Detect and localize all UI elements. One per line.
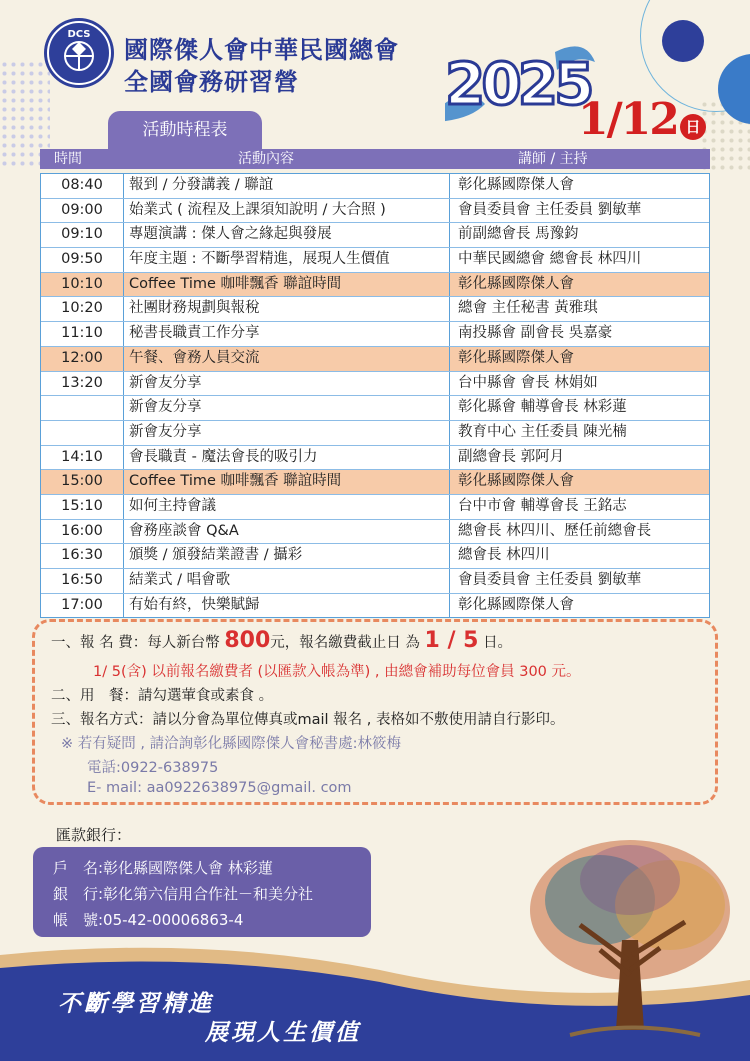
event-name: 全國會務研習營 xyxy=(124,68,299,96)
schedule-tab: 活動時程表 xyxy=(108,111,262,149)
speaker-cell: 副總會長 郭阿月 xyxy=(458,448,565,465)
dcs-logo xyxy=(44,18,114,88)
event-date: 1/12 xyxy=(578,94,678,145)
slogan-2: 展現人生價值 xyxy=(205,1019,361,1046)
speaker-cell: 會員委員會 主任委員 劉敏華 xyxy=(458,201,642,218)
col-time: 時間 xyxy=(54,151,82,167)
fee-mid: 元，報名繳費截止日 為 xyxy=(270,635,420,651)
fee-prefix: 一、報 名 費：每人新台幣 xyxy=(51,635,220,651)
activity-cell: 年度主題 : 不斷學習精進，展現人生價值 xyxy=(125,248,450,272)
speaker-cell: 彰化縣會 輔導會長 林彩蓮 xyxy=(458,399,627,416)
schedule-row xyxy=(41,421,709,446)
time-cell: 09:00 xyxy=(41,199,124,223)
meal-line: 二、用 餐：請勾選葷食或素食 。 xyxy=(51,688,274,704)
schedule-header xyxy=(40,149,710,169)
bank-name: 銀 行:彰化第六信用合作社－和美分社 xyxy=(53,885,314,903)
fee-line xyxy=(51,628,512,653)
schedule-row xyxy=(41,446,709,471)
activity-cell: 會務座談會 Q&A xyxy=(125,520,450,544)
bank-label: 匯款銀行： xyxy=(56,826,132,844)
schedule-row xyxy=(41,273,709,298)
schedule-row xyxy=(41,520,709,545)
col-activity: 活動內容 xyxy=(238,151,294,167)
activity-cell: 秘書長職責工作分享 xyxy=(125,322,450,346)
schedule-row xyxy=(41,174,709,199)
schedule-row xyxy=(41,594,709,618)
speaker-cell: 彰化縣國際傑人會 xyxy=(458,275,574,292)
org-name: 國際傑人會中華民國總會 xyxy=(124,36,399,64)
slogan-1: 不斷學習精進 xyxy=(58,990,214,1017)
subsidy-line: 1/ 5(含) 以前報名繳費者 (以匯款入帳為準) , 由總會補助每位會員 300 元。 xyxy=(93,664,581,680)
schedule-row xyxy=(41,495,709,520)
schedule-row xyxy=(41,544,709,569)
speaker-cell: 彰化縣國際傑人會 xyxy=(458,177,574,193)
time-cell: 10:10 xyxy=(41,273,124,297)
year-text: 2025 xyxy=(445,50,591,118)
time-cell: 17:00 xyxy=(41,594,124,618)
activity-cell: 結業式 / 唱會歌 xyxy=(125,569,450,593)
notice-box xyxy=(32,619,718,805)
activity-cell: 午餐、會務人員交流 xyxy=(125,347,450,371)
time-cell: 08:40 xyxy=(41,174,124,198)
book-tree-icon xyxy=(510,830,750,1050)
svg-text:DCS: DCS xyxy=(67,29,91,40)
activity-cell: 新會友分享 xyxy=(125,396,450,420)
event-day: 日 xyxy=(680,114,706,140)
schedule-row xyxy=(41,396,709,421)
phone-line: 電話:0922-638975 xyxy=(87,760,219,776)
activity-cell: 社團財務規劃與報稅 xyxy=(125,297,450,321)
time-cell: 14:10 xyxy=(41,446,124,470)
schedule-row xyxy=(41,372,709,397)
activity-cell: 會長職責 - 魔法會長的吸引力 xyxy=(125,446,450,470)
time-cell: 16:00 xyxy=(41,520,124,544)
contact-line: ※ 若有疑問 , 請洽詢彰化縣國際傑人會秘書處:林筱梅 xyxy=(61,736,401,752)
bank-box xyxy=(33,847,371,937)
shield-icon xyxy=(44,18,114,88)
schedule-row xyxy=(41,199,709,224)
activity-cell: 新會友分享 xyxy=(125,421,450,445)
speaker-cell: 總會長 林四川 xyxy=(458,547,550,564)
account-number: 帳 號:05-42-00006863-4 xyxy=(53,911,244,929)
schedule-row xyxy=(41,569,709,594)
schedule-row xyxy=(41,223,709,248)
schedule-row xyxy=(41,248,709,273)
activity-cell: 如何主持會議 xyxy=(125,495,450,519)
schedule-row xyxy=(41,322,709,347)
time-cell: 11:10 xyxy=(41,322,124,346)
activity-cell: 始業式 ( 流程及上課須知說明 / 大合照 ) xyxy=(125,199,450,223)
time-cell: 15:00 xyxy=(41,470,124,494)
time-cell: 15:10 xyxy=(41,495,124,519)
time-cell: 10:20 xyxy=(41,297,124,321)
speaker-cell: 彰化縣國際傑人會 xyxy=(458,596,574,613)
speaker-cell: 總會 主任秘書 黃雅琪 xyxy=(458,300,598,317)
speaker-cell: 南投縣會 副會長 吳嘉豪 xyxy=(458,325,613,342)
time-cell: 12:00 xyxy=(41,347,124,371)
speaker-cell: 會員委員會 主任委員 劉敏華 xyxy=(458,572,642,588)
fee-amount: 800 xyxy=(224,628,271,653)
email-line[interactable]: E- mail: aa0922638975@gmail. com xyxy=(87,780,352,796)
activity-cell: 專題演講 : 傑人會之緣起與發展 xyxy=(125,223,450,247)
activity-cell: Coffee Time 咖啡飄香 聯誼時間 xyxy=(125,273,450,297)
fee-deadline: 1 / 5 xyxy=(424,628,479,653)
time-cell: 16:30 xyxy=(41,544,124,568)
time-cell: 13:20 xyxy=(41,372,124,396)
activity-cell: 有始有終，快樂賦歸 xyxy=(125,594,450,618)
time-cell: 09:50 xyxy=(41,248,124,272)
activity-cell: Coffee Time 咖啡飄香 聯誼時間 xyxy=(125,470,450,494)
decorative-circle xyxy=(662,20,704,62)
speaker-cell: 台中縣會 會長 林娟如 xyxy=(458,374,598,391)
method-line: 三、報名方式：請以分會為單位傳真或mail 報名 , 表格如不敷使用請自行影印。 xyxy=(51,712,565,728)
speaker-cell: 前副總會長 馬豫鈞 xyxy=(458,226,579,243)
time-cell: 16:50 xyxy=(41,569,124,593)
speaker-cell: 總會長 林四川、歷任前總會長 xyxy=(458,522,652,539)
activity-cell: 報到 / 分發講義 / 聯誼 xyxy=(125,174,450,198)
activity-cell: 新會友分享 xyxy=(125,372,450,396)
schedule-row xyxy=(41,297,709,322)
speaker-cell: 彰化縣國際傑人會 xyxy=(458,473,574,490)
schedule-row xyxy=(41,470,709,495)
speaker-cell: 中華民國總會 總會長 林四川 xyxy=(458,251,642,268)
schedule-row xyxy=(41,347,709,372)
col-speaker: 講師 / 主持 xyxy=(518,151,588,167)
time-cell xyxy=(41,421,124,445)
time-cell xyxy=(41,396,124,420)
schedule-table xyxy=(40,173,710,618)
time-cell: 09:10 xyxy=(41,223,124,247)
account-name: 戶 名:彰化縣國際傑人會 林彩蓮 xyxy=(53,859,273,877)
fee-suffix: 日。 xyxy=(483,635,513,651)
activity-cell: 頒獎 / 頒發結業證書 / 攝彩 xyxy=(125,544,450,568)
speaker-cell: 彰化縣國際傑人會 xyxy=(458,349,574,366)
speaker-cell: 教育中心 主任委員 陳光楠 xyxy=(458,423,627,440)
speaker-cell: 台中市會 輔導會長 王銘志 xyxy=(458,497,627,514)
